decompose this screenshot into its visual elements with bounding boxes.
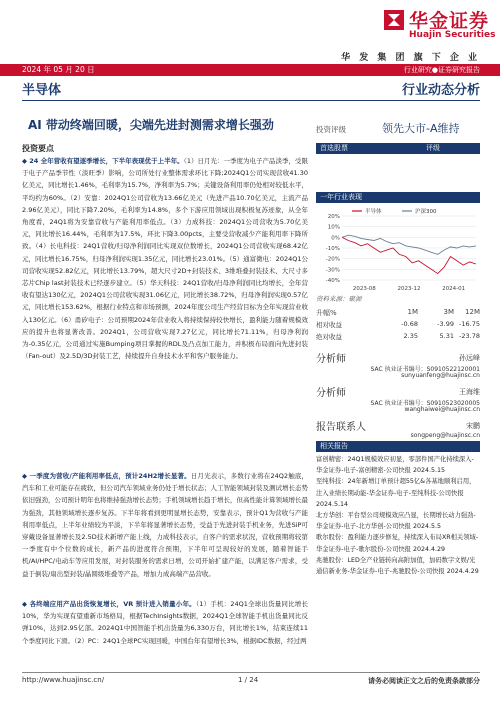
analyst-role: 分析师 [316, 388, 346, 399]
perf-cell: -0.68 [401, 320, 418, 328]
section-head-3: ◆ 各终端应用产品出货恢复增长，VR 预计进入销量小年。 [22, 600, 196, 608]
y-tick-label: -40% [325, 278, 340, 284]
divider [22, 100, 480, 101]
report-title: AI 带动终端回暖，尖端先进封测需求增长强劲 [28, 118, 274, 132]
rating-value: 领先大市-A维持 [382, 122, 460, 135]
related-report-link[interactable]: 北方华创：平台型公司规模效应凸显，长期增长动力强劲-华金证券-电子-北方华创-公司快报 2024.5.5 [316, 512, 476, 531]
analyst-email: wanghaiwei@huajinsc.cn [404, 406, 480, 413]
top-stocks-header [316, 143, 480, 154]
perf-header-1: 1M [407, 308, 418, 316]
section-head-2: ◆ 一季度为营收/产能利用率低点，预计24H2增长显著。 [22, 472, 191, 480]
perf-cell: 2.35 [403, 332, 418, 340]
y-tick-label: -20% [325, 256, 340, 263]
related-report-link[interactable]: 歌尔股份：盈利能力逐步修复，持续深入布局XR相关领域-华金证券-电子-歌尔股份-公司快报 2024.4.29 [316, 534, 479, 553]
section-text-2: 日月光表示，多数行业将在24Q2触底，汽车和工业可能存在疲软，但公司汽车领域业务仍处于增长状态；人工智能领域封装及测试增长态势依旧强劲，公司预计明年也将维持强劲增长态势；手机领域增长趋于增长，但高性能计算领域增长最为强劲，其他领域增长逐步复苏。下半年将看到更明显增长态势，安靠表示，预计Q1为营收与产能利用率低点，上半年业绩较为平淡，下半年将显著增长态势，受益于先进封装手机业务，先进SiP可穿戴设备显著增长及2.5D技术新增产能上线，力成科技表示，自客户的需求状况，营收预期将较第一季度有中个位数的成长，新产品的进度符合预期，下半年可呈现较好的发展，随着智能手机/AI/HPC/电动车等应用发展，对封装服务的需求日增，公司开始扩建产能，以满足客户需求，受益于倒装/扇出型封装/晶圆级堆叠等产品，增加力成高端产品营收。 [22, 472, 308, 578]
perf-cell: -23.78 [459, 332, 480, 340]
y-tick-label: 0% [331, 235, 340, 242]
trend-header [316, 192, 480, 203]
x-tick-label: 2023-08 [352, 286, 376, 292]
body-section-1 [22, 155, 308, 362]
top-stocks-label: 首选股票 [320, 144, 348, 152]
analyst-email: sunyuanfeng@huajinsc.cn [401, 372, 480, 379]
perf-cell: -16.75 [459, 320, 480, 328]
footer-divider [22, 672, 480, 673]
related-report-link[interactable]: 兆驰股份：LED全产业链转向高附加值，加码数字文娱/光通信新业务-华金证券-电子-兆驰股份-公司快报 2024.4.29 [316, 556, 479, 576]
related-reports [316, 454, 480, 577]
perf-cell: -3.99 [437, 320, 454, 328]
huajin-logo-icon [384, 8, 404, 32]
related-header [316, 441, 480, 452]
perf-header-0: 升幅% [316, 309, 337, 317]
perf-row-label: 绝对收益 [316, 333, 342, 341]
report-type: 行业动态分析 [401, 83, 480, 98]
analyst-role: 分析师 [316, 354, 346, 365]
analyst-name: 孙远峰 [459, 354, 480, 362]
slogan: 华 发 集 团 旗 下 企 业 [341, 53, 480, 63]
logo-name-en: Huajin Securities [409, 30, 496, 40]
analyst-cert: SAC 执业证书编号：S0910522120001 [370, 366, 480, 373]
chart-source: 资料来源：聚源 [316, 295, 362, 303]
related-report-link[interactable]: 富创精密：24Q1规模效应初显，零部件国产化持续深入-华金证券-电子-富创精密-公司快报 2024.5.15 [316, 456, 474, 475]
trend-title: 一年行业表现 [320, 193, 362, 201]
x-tick-label: 2023-12 [397, 286, 421, 292]
y-tick-label: -30% [325, 267, 340, 274]
report-category: 行业研究●证券研究报告 [403, 66, 480, 74]
section-text-1: （1）日月光：一季度为电子产品淡季，受限于电子产品季节性（淡旺季）影响，公司所处行业整体需求环比下降;2024Q1公司实现营收41.30亿美元，同比增长1.46%，毛利率为15.7%，净利率为5.7%；关键设备利用率仍处相对较低水平，平均约为60%。（2）安靠：2024Q1公司营收为13.66亿美元（先进产品10.70亿美元，主流产品2.96亿美元），同比下降7.20%，毛利率为14.8%，多个下游应用领域出现积极复苏迹象，从全年角度看，24Q1将为安靠营收与产能利用率低点。（3）力成科技：2024Q1公司营收为5.70亿美元，同比增长16.44%，毛利率为17.5%，环比下降3.00pcts，主要受营收减少产能利用率下降所致。（4）长电科技：24Q1营收/归母净利润同比实现双位数增长，2024Q1公司营收实现68.42亿元，同比增长16.75%，归母净利润实现1.35亿元，同比增长23.01%。（5）通富微电：2024Q1公司营收实现52.82亿元，同比增长13.79%，超大尺寸2D+封装技术、3维堆叠封装技术、大尺寸多芯片Chip last封装技术已经逐步建立。（5）华天科技：24Q1营收/归母净利润同比均增长，全年营收有望达130亿元，2024Q1公司营收实现31.06亿元，同比增长38.72%，归母净利润实现0.57亿元，同比增长153.62%，根据行业特点和市场预测，2024年度公司生产经营目标为全年实现营业收入130亿元。（6）甬矽电子：公司预期2024年营业收入将持续保持较快增长，盈利能力随着规模效应的提升也将显著改善。2024Q1，公司营收实现7.27亿元，同比增长71.11%，归母净利润为-0.35亿元，公司通过实施Bumping项目掌握的RDL及凸点加工能力，并积极布局面向先进封装（Fan-out）及2.5D/3D封装工艺，持续提升自身技术水平和客户服务能力。 [22, 157, 308, 361]
y-tick-label: 10% [327, 224, 340, 231]
footer-url[interactable]: http://www.huajinsc.cn/ [22, 676, 105, 684]
legend-label: 沪深300 [415, 209, 437, 215]
y-tick-label: 20% [327, 214, 340, 220]
section-head-1: ◆ 24 全年营收有望逐季增长，下半年表现优于上半年。 [22, 157, 184, 165]
analyst-name: 宋鹏 [466, 422, 480, 430]
analyst-block [316, 350, 480, 384]
perf-header-3: 12M [465, 308, 480, 316]
related-report-link[interactable]: 至纯科技：24年新增订单预计超55亿&各基地顺利启用，注入业绩长期动能-华金证券-电子-至纯科技-公司快报 2024.5.14 [316, 478, 476, 508]
report-date: 2024 年 05 月 20 日 [22, 65, 95, 74]
top-stocks-rating-label: 评级 [426, 144, 440, 152]
perf-header-2: 3M [443, 308, 454, 316]
legend-label: 半导体 [365, 209, 382, 215]
perf-cell: 5.31 [439, 332, 454, 340]
logo-name-cn: 华金证券 [409, 10, 490, 32]
section-text-3: （1）手机：24Q1全球出货量同比增长10%，华为实现有望重新市场格局，根据TechInsights数据，2024Q1全球智能手机出货量同比反弹10%，达到2.95亿部。2024Q1中国智能手机出货量为6,330万台，同比增长1%，结束连续11个季度同比下滑。（2）PC：24Q1全球PC实现回暖，中国台年有望增长3%，根据IDC数据，经过两 [22, 600, 308, 645]
x-tick-label: 2024-01 [442, 286, 466, 292]
analyst-email: songpeng@huajinsc.cn [410, 432, 480, 439]
analyst-name: 王海维 [459, 388, 480, 396]
analyst-block [316, 384, 480, 418]
sector-label: 半导体 [22, 83, 62, 98]
related-title: 相关报告 [320, 442, 348, 450]
body-section-2 [22, 470, 308, 580]
investment-heading: 投资要点 [22, 144, 54, 153]
y-tick-label: -10% [325, 246, 340, 252]
analyst-cert: SAC 执业证书编号：S0910523020005 [370, 400, 480, 407]
rating-label: 投资评级 [316, 125, 346, 134]
body-section-3 [22, 598, 308, 647]
disclaimer: 请务必阅读正文之后的免责条款部分 [368, 677, 480, 685]
header-bar [0, 64, 500, 76]
series-line [342, 237, 476, 273]
analyst-role: 报告联系人 [316, 422, 366, 433]
page-number: 1 / 24 [238, 676, 259, 684]
perf-row-label: 相对收益 [316, 321, 342, 329]
series-line [342, 235, 476, 254]
performance-chart [316, 206, 480, 292]
